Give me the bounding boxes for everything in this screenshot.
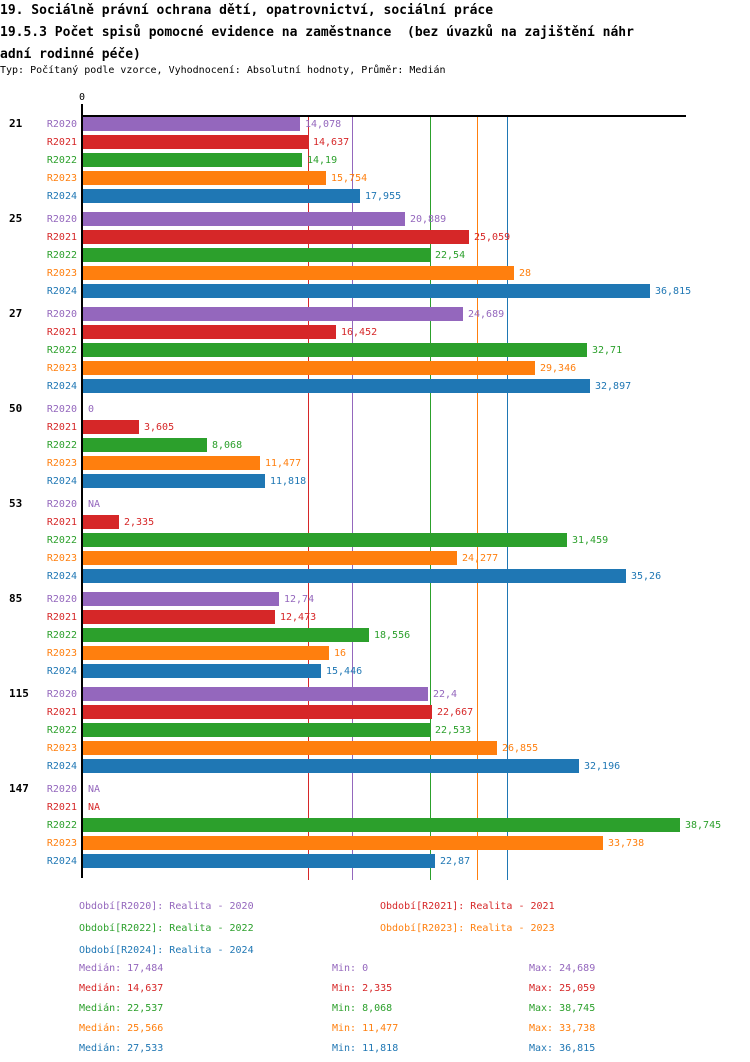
bar-r2021-85: [83, 610, 275, 624]
bar-r2021-27: [83, 325, 336, 339]
series-row-label: R2021: [46, 327, 77, 338]
bar-value-label: 38,745: [685, 820, 722, 831]
series-row-label: R2024: [46, 571, 77, 582]
bar-r2020-85: [83, 592, 279, 606]
series-row-label: R2022: [46, 250, 77, 261]
zero-tick-label: 0: [78, 92, 86, 103]
legend-item-r2021: Období[R2021]: Realita - 2021: [380, 901, 555, 912]
bar-r2024-53: [83, 569, 626, 583]
bar-r2023-53: [83, 551, 457, 565]
page-title-line-2: 19.5.3 Počet spisů pomocné evidence na zaměstnance (bez úvazků na zajištění náhr: [0, 25, 634, 40]
series-row-label: R2024: [46, 191, 77, 202]
bar-value-label: 22,54: [435, 250, 466, 261]
series-row-label: R2020: [46, 499, 77, 510]
bar-value-label: 11,818: [270, 476, 307, 487]
series-row-label: R2022: [46, 345, 77, 356]
bar-r2023-115: [83, 741, 497, 755]
series-row-label: R2020: [46, 309, 77, 320]
bar-r2023-25: [83, 266, 514, 280]
legend-item-r2024: Období[R2024]: Realita - 2024: [79, 945, 254, 956]
series-row-label: R2021: [46, 612, 77, 623]
series-row-label: R2023: [46, 363, 77, 374]
bar-value-label: NA: [88, 802, 101, 813]
series-row-label: R2022: [46, 820, 77, 831]
series-row-label: R2023: [46, 268, 77, 279]
bar-value-label: 22,667: [437, 707, 474, 718]
series-row-label: R2023: [46, 838, 77, 849]
bar-value-label: 24,277: [462, 553, 499, 564]
stat-min-r2021: Min: 2,335: [332, 983, 393, 994]
category-label: 115: [9, 687, 29, 700]
bar-value-label: 24,689: [468, 309, 505, 320]
bar-value-label: 35,26: [631, 571, 662, 582]
series-row-label: R2022: [46, 630, 77, 641]
series-row-label: R2021: [46, 517, 77, 528]
bar-r2024-25: [83, 284, 650, 298]
stat-median-r2021: Medián: 14,637: [79, 983, 164, 994]
stat-min-r2024: Min: 11,818: [332, 1043, 399, 1054]
bar-r2022-85: [83, 628, 369, 642]
stat-max-r2023: Max: 33,738: [529, 1023, 596, 1034]
bar-r2022-25: [83, 248, 430, 262]
bar-r2023-85: [83, 646, 329, 660]
bar-r2024-85: [83, 664, 321, 678]
series-row-label: R2024: [46, 476, 77, 487]
series-row-label: R2022: [46, 725, 77, 736]
series-row-label: R2021: [46, 707, 77, 718]
bar-value-label: 28: [519, 268, 532, 279]
bar-value-label: NA: [88, 499, 101, 510]
series-row-label: R2020: [46, 784, 77, 795]
bar-r2020-21: [83, 117, 300, 131]
series-row-label: R2024: [46, 286, 77, 297]
bar-r2023-21: [83, 171, 326, 185]
stat-min-r2023: Min: 11,477: [332, 1023, 399, 1034]
bar-r2021-53: [83, 515, 119, 529]
category-label: 50: [9, 402, 23, 415]
bar-value-label: 16: [334, 648, 347, 659]
series-row-label: R2024: [46, 761, 77, 772]
bar-r2022-53: [83, 533, 567, 547]
bar-value-label: 2,335: [124, 517, 155, 528]
category-label: 21: [9, 117, 23, 130]
bar-r2022-27: [83, 343, 587, 357]
stat-max-r2021: Max: 25,059: [529, 983, 596, 994]
category-label: 25: [9, 212, 23, 225]
series-row-label: R2021: [46, 422, 77, 433]
legend-item-r2022: Období[R2022]: Realita - 2022: [79, 923, 254, 934]
bar-r2022-21: [83, 153, 302, 167]
bar-r2022-115: [83, 723, 430, 737]
bar-value-label: 15,446: [326, 666, 363, 677]
bar-r2021-21: [83, 135, 308, 149]
bar-r2023-50: [83, 456, 260, 470]
value-axis-top-line: [82, 115, 686, 117]
series-row-label: R2020: [46, 594, 77, 605]
bar-value-label: 15,754: [331, 173, 368, 184]
bar-value-label: 12,74: [284, 594, 315, 605]
series-row-label: R2023: [46, 743, 77, 754]
page-title-line-3: adní rodinné péče): [0, 47, 141, 62]
bar-value-label: 32,71: [592, 345, 623, 356]
bar-value-label: 16,452: [341, 327, 378, 338]
series-row-label: R2022: [46, 535, 77, 546]
bar-value-label: 32,897: [595, 381, 632, 392]
bar-r2023-147: [83, 836, 603, 850]
legend-item-r2020: Období[R2020]: Realita - 2020: [79, 901, 254, 912]
bar-value-label: 14,078: [305, 119, 342, 130]
legend-item-r2023: Období[R2023]: Realita - 2023: [380, 923, 555, 934]
series-row-label: R2022: [46, 155, 77, 166]
series-row-label: R2020: [46, 689, 77, 700]
page-title-line-1: 19. Sociálně právní ochrana dětí, opatrovnictví, sociální práce: [0, 3, 494, 18]
stat-max-r2024: Max: 36,815: [529, 1043, 596, 1054]
series-row-label: R2024: [46, 856, 77, 867]
bar-value-label: 26,855: [502, 743, 539, 754]
bar-value-label: 22,87: [440, 856, 471, 867]
bar-value-label: 36,815: [655, 286, 692, 297]
bar-r2021-50: [83, 420, 139, 434]
series-row-label: R2021: [46, 137, 77, 148]
chart-subtitle: Typ: Počítaný podle vzorce, Vyhodnocení: Absolutní hodnoty, Průměr: Medián: [0, 65, 446, 76]
stat-max-r2020: Max: 24,689: [529, 963, 596, 974]
series-row-label: R2023: [46, 173, 77, 184]
bar-value-label: 31,459: [572, 535, 609, 546]
category-label: 53: [9, 497, 23, 510]
stat-min-r2022: Min: 8,068: [332, 1003, 393, 1014]
stat-median-r2022: Medián: 22,537: [79, 1003, 164, 1014]
bar-value-label: 3,605: [144, 422, 175, 433]
bar-r2022-50: [83, 438, 207, 452]
bar-value-label: 29,346: [540, 363, 577, 374]
bar-r2020-25: [83, 212, 405, 226]
stat-max-r2022: Max: 38,745: [529, 1003, 596, 1014]
bar-value-label: 32,196: [584, 761, 621, 772]
bar-value-label: 33,738: [608, 838, 645, 849]
series-row-label: R2021: [46, 232, 77, 243]
bar-r2024-27: [83, 379, 590, 393]
series-row-label: R2024: [46, 666, 77, 677]
bar-r2021-25: [83, 230, 469, 244]
category-label: 27: [9, 307, 23, 320]
stat-median-r2023: Medián: 25,566: [79, 1023, 164, 1034]
series-row-label: R2021: [46, 802, 77, 813]
bar-r2020-115: [83, 687, 428, 701]
category-label: 85: [9, 592, 23, 605]
chart-legend: [0, 890, 750, 960]
bar-value-label: 22,533: [435, 725, 472, 736]
bar-value-label: 25,059: [474, 232, 511, 243]
series-row-label: R2023: [46, 648, 77, 659]
bar-r2024-115: [83, 759, 579, 773]
bar-value-label: 14,19: [307, 155, 338, 166]
stat-median-r2020: Medián: 17,484: [79, 963, 164, 974]
bar-r2023-27: [83, 361, 535, 375]
bar-value-label: NA: [88, 784, 101, 795]
bar-r2024-21: [83, 189, 360, 203]
bar-r2024-147: [83, 854, 435, 868]
chart-stats: [0, 955, 750, 1062]
bar-value-label: 11,477: [265, 458, 302, 469]
category-label: 147: [9, 782, 29, 795]
bar-value-label: 17,955: [365, 191, 402, 202]
bar-value-label: 18,556: [374, 630, 411, 641]
series-row-label: R2022: [46, 440, 77, 451]
bar-r2021-115: [83, 705, 432, 719]
series-row-label: R2023: [46, 553, 77, 564]
bar-value-label: 0: [88, 404, 95, 415]
bar-value-label: 8,068: [212, 440, 243, 451]
series-row-label: R2020: [46, 404, 77, 415]
bar-r2024-50: [83, 474, 265, 488]
category-axis-line: [81, 104, 83, 878]
bar-value-label: 20,889: [410, 214, 447, 225]
series-row-label: R2024: [46, 381, 77, 392]
bar-value-label: 12,473: [280, 612, 317, 623]
bar-value-label: 22,4: [433, 689, 458, 700]
stat-median-r2024: Medián: 27,533: [79, 1043, 164, 1054]
series-row-label: R2020: [46, 214, 77, 225]
series-row-label: R2023: [46, 458, 77, 469]
bar-r2022-147: [83, 818, 680, 832]
series-row-label: R2020: [46, 119, 77, 130]
bar-r2020-27: [83, 307, 463, 321]
stat-min-r2020: Min: 0: [332, 963, 369, 974]
bar-value-label: 14,637: [313, 137, 350, 148]
